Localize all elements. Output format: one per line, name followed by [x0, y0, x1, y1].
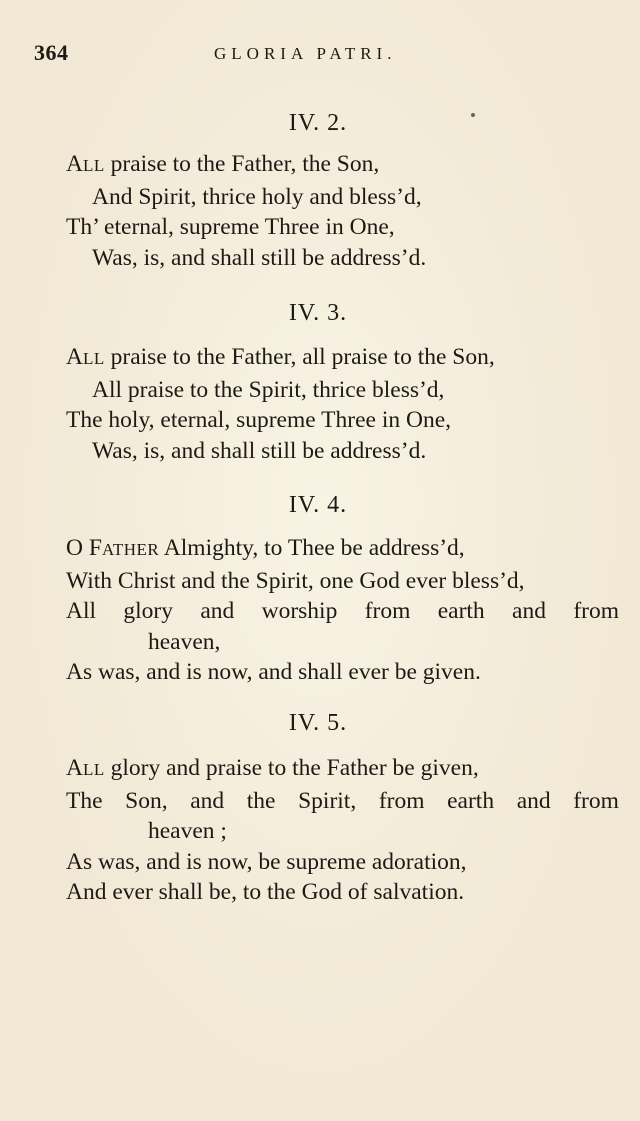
stanza-heading-text: IV. 3.: [288, 300, 348, 326]
verse-line: O FATHER Almighty, to Thee be address’d,: [66, 535, 465, 561]
verse-word: The: [66, 787, 103, 814]
verse-line: heaven ;: [148, 818, 227, 844]
verse-line: And ever shall be, to the God of salvation.: [66, 879, 465, 905]
verse-line: The holy, eternal, supreme Three in One,: [66, 407, 451, 433]
verse-word: and: [516, 787, 551, 814]
verse-word: from: [573, 787, 619, 814]
verse-line: ALL praise to the Father, all praise to the Son,: [66, 344, 495, 370]
stanza-iv-5: [66, 753, 619, 908]
verse-word: Spirit,: [298, 787, 357, 814]
verse-word: earth: [447, 787, 495, 814]
verse-line: All praise to the Spirit, thrice bless’d,: [92, 376, 445, 403]
verse-word: glory: [123, 598, 173, 624]
stanza-heading-text: IV. 2.: [288, 110, 348, 136]
stanza-iv-2: [66, 149, 426, 273]
verse-word: earth: [437, 598, 485, 624]
stanza-iv-4: [66, 533, 619, 688]
verse-word: from: [364, 598, 411, 624]
verse-line: Th’ eternal, supreme Three in One,: [66, 214, 395, 240]
running-head: [34, 40, 620, 70]
stanza-heading-iv-4: [0, 492, 640, 519]
verse-word: the: [246, 787, 276, 814]
verse-word: and: [190, 787, 225, 814]
verse-line: ALL glory and praise to the Father be given,: [66, 755, 479, 781]
stanza-heading-iv-5: [0, 710, 640, 737]
verse-word: and: [200, 598, 235, 624]
running-title: GLORIA PATRI.: [214, 44, 397, 63]
verse-word: and: [512, 598, 546, 624]
verse-word: All: [66, 598, 97, 624]
verse-line: Was, is, and shall still be address’d.: [92, 437, 427, 464]
verse-line: With Christ and the Spirit, one God ever bless’d,: [66, 567, 525, 594]
verse-line: As was, and is now, be supreme adoration,: [66, 848, 467, 875]
verse-line: Was, is, and shall still be address’d.: [92, 244, 427, 271]
verse-line: And Spirit, thrice holy and bless’d,: [92, 183, 422, 210]
verse-word: from: [573, 598, 619, 624]
stanza-iv-3: [66, 342, 495, 466]
stanza-heading-text: IV. 4.: [288, 492, 348, 518]
verse-line-justified: [66, 786, 619, 817]
verse-line-justified: [66, 596, 619, 627]
verse-word: from: [378, 787, 425, 814]
verse-word: Son,: [125, 787, 168, 814]
verse-line: heaven,: [148, 628, 221, 655]
verse-line: As was, and is now, and shall ever be given.: [66, 659, 481, 685]
page-number: 364: [34, 40, 69, 65]
verse-line: ALL praise to the Father, the Son,: [66, 151, 380, 177]
stanza-heading-text: IV. 5.: [288, 710, 348, 736]
stanza-heading-iv-3: [0, 300, 640, 327]
verse-word: worship: [261, 598, 338, 624]
stanza-heading-iv-2: [0, 110, 640, 137]
